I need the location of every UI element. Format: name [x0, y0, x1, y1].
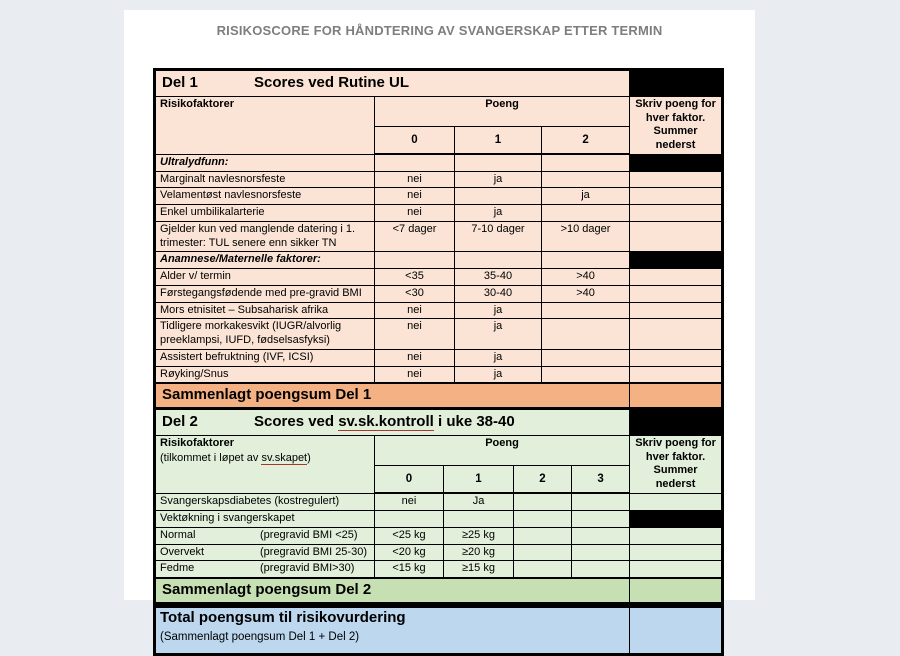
del1-title-row	[155, 70, 723, 97]
score-entry-cell	[630, 319, 723, 350]
point-cell	[542, 171, 630, 188]
del1-sum-label: Sammenlagt poengsum Del 1	[155, 383, 630, 408]
del2-title-text: Scores ved sv.sk.kontroll i uke 38-40	[254, 413, 515, 430]
factor-row	[155, 561, 723, 578]
del2-poeng-header: Poeng	[375, 435, 630, 466]
point-cell: 35-40	[455, 269, 542, 286]
del1-sum-row	[155, 383, 723, 408]
spellcheck-underline: sv.skapet	[261, 451, 308, 464]
factor-label: Førstegangsfødende med pre-gravid BMI	[155, 285, 375, 302]
del1-title-text: Scores ved Rutine UL	[254, 74, 410, 91]
spellcheck-underline: sv.sk.kontroll	[338, 413, 434, 430]
del2-col-3: 3	[572, 466, 630, 493]
factor-label: Mors etnisitet – Subsaharisk afrika	[155, 302, 375, 319]
document-page	[124, 10, 755, 643]
point-cell	[514, 493, 572, 510]
section-row-vektokning	[155, 511, 723, 528]
point-cell	[514, 544, 572, 561]
section-label: Ultralydfunn:	[155, 154, 375, 171]
point-cell: <30	[375, 285, 455, 302]
blocked-score-cell	[630, 511, 723, 528]
point-cell: nei	[375, 349, 455, 366]
section-label: Vektøkning i svangerskapet	[155, 511, 375, 528]
section-label: Anamnese/Maternelle faktorer:	[155, 252, 375, 269]
point-cell: Ja	[444, 493, 514, 510]
del1-col-1: 1	[455, 127, 542, 154]
factor-row	[155, 221, 723, 252]
point-cell: nei	[375, 493, 444, 510]
point-cell: ja	[542, 188, 630, 205]
point-cell	[542, 302, 630, 319]
del2-risikofaktorer-header	[155, 435, 375, 493]
del1-title-cell	[155, 70, 630, 97]
factor-row	[155, 302, 723, 319]
factor-row	[155, 269, 723, 286]
del1-score-note: Skriv poeng for hver faktor. Summer nederst	[630, 96, 723, 154]
del1-sum-score-cell	[630, 383, 723, 408]
score-entry-cell	[630, 527, 723, 544]
document-title: RISIKOSCORE FOR HÅNDTERING AV SVANGERSKAP ETTER TERMIN	[216, 23, 663, 38]
del1-poeng-header: Poeng	[375, 96, 630, 127]
factor-row	[155, 493, 723, 510]
total-title: Total poengsum til risikovurdering	[160, 608, 406, 626]
point-cell	[542, 205, 630, 222]
point-cell: nei	[375, 366, 455, 383]
point-cell: <7 dager	[375, 221, 455, 252]
del1-risikofaktorer-header: Risikofaktorer	[155, 96, 375, 154]
point-cell: nei	[375, 319, 455, 350]
factor-row	[155, 205, 723, 222]
point-cell: >40	[542, 269, 630, 286]
point-cell: nei	[375, 188, 455, 205]
factor-row	[155, 527, 723, 544]
point-cell: ja	[455, 366, 542, 383]
total-row	[155, 606, 723, 654]
del1-header-row	[155, 96, 723, 127]
factor-label: Velamentøst navlesnorsfeste	[155, 188, 375, 205]
point-cell	[572, 561, 630, 578]
del2-label: Del 2	[162, 413, 198, 430]
total-subtitle: (Sammenlagt poengsum Del 1 + Del 2)	[160, 630, 360, 643]
score-entry-cell	[630, 221, 723, 252]
point-cell: ja	[455, 319, 542, 350]
factor-label: Marginalt navlesnorsfeste	[155, 171, 375, 188]
factor-row	[155, 349, 723, 366]
factor-row	[155, 171, 723, 188]
score-entry-cell	[630, 349, 723, 366]
del2-score-note: Skriv poeng for hver faktor. Summer nederst	[630, 435, 723, 493]
risk-score-table	[153, 68, 721, 656]
factor-row	[155, 285, 723, 302]
point-cell: <35	[375, 269, 455, 286]
factor-label: Svangerskapsdiabetes (kostregulert)	[155, 493, 375, 510]
section-row-anamnese	[155, 252, 723, 269]
total-score-cell	[630, 606, 723, 654]
point-cell	[514, 527, 572, 544]
point-cell: ja	[455, 205, 542, 222]
del2-risikofaktorer-label: Risikofaktorer	[160, 436, 234, 449]
point-cell: <20 kg	[375, 544, 444, 561]
point-cell: ja	[455, 171, 542, 188]
point-cell	[572, 527, 630, 544]
point-cell	[572, 544, 630, 561]
del1-label: Del 1	[162, 74, 198, 91]
point-cell: ja	[455, 302, 542, 319]
del2-col-2: 2	[514, 466, 572, 493]
score-entry-cell	[630, 188, 723, 205]
del2-title-cell	[155, 409, 630, 436]
score-entry-cell	[630, 366, 723, 383]
del2-sum-row	[155, 578, 723, 603]
total-table	[153, 605, 724, 656]
del2-sum-label: Sammenlagt poengsum Del 2	[155, 578, 630, 603]
point-cell: >10 dager	[542, 221, 630, 252]
del1-col-2: 2	[542, 127, 630, 154]
factor-row	[155, 188, 723, 205]
factor-row	[155, 366, 723, 383]
del2-col-0: 0	[375, 466, 444, 493]
factor-label: Røyking/Snus	[155, 366, 375, 383]
point-cell: 7-10 dager	[455, 221, 542, 252]
point-cell	[572, 493, 630, 510]
factor-row	[155, 319, 723, 350]
point-cell: ≥25 kg	[444, 527, 514, 544]
point-cell: nei	[375, 302, 455, 319]
score-entry-cell	[630, 205, 723, 222]
score-entry-cell	[630, 493, 723, 510]
point-cell	[455, 188, 542, 205]
point-cell: nei	[375, 205, 455, 222]
score-entry-cell	[630, 171, 723, 188]
score-entry-cell	[630, 285, 723, 302]
del2-header-row	[155, 435, 723, 466]
del1-title-score-cell	[630, 70, 723, 97]
factor-label: Tidligere morkakesvikt (IUGR/alvorlig preeklampsi, IUFD, fødselsasfyksi)	[155, 319, 375, 350]
point-cell	[514, 561, 572, 578]
section-row-ultralydfunn	[155, 154, 723, 171]
del2-risikofaktorer-sub: (tilkommet i løpet av sv.skapet)	[160, 451, 311, 464]
point-cell	[542, 349, 630, 366]
del2-sum-score-cell	[630, 578, 723, 603]
score-entry-cell	[630, 302, 723, 319]
del2-title-score-cell	[630, 409, 723, 436]
factor-label: Normal (pregravid BMI <25)	[155, 527, 375, 544]
total-label-cell	[155, 606, 630, 654]
del1-table	[153, 68, 724, 410]
point-cell	[542, 366, 630, 383]
factor-label: Enkel umbilikalarterie	[155, 205, 375, 222]
blocked-score-cell	[630, 252, 723, 269]
point-cell: ja	[455, 349, 542, 366]
score-entry-cell	[630, 561, 723, 578]
point-cell: ≥20 kg	[444, 544, 514, 561]
point-cell: nei	[375, 171, 455, 188]
score-entry-cell	[630, 544, 723, 561]
del2-col-1: 1	[444, 466, 514, 493]
del2-table	[153, 407, 724, 605]
score-entry-cell	[630, 269, 723, 286]
factor-label: Overvekt (pregravid BMI 25-30)	[155, 544, 375, 561]
point-cell: ≥15 kg	[444, 561, 514, 578]
factor-label: Assistert befruktning (IVF, ICSI)	[155, 349, 375, 366]
factor-label: Fedme (pregravid BMI>30)	[155, 561, 375, 578]
factor-label: Alder v/ termin	[155, 269, 375, 286]
factor-label: Gjelder kun ved manglende datering i 1. trimester: TUL senere enn sikker TN	[155, 221, 375, 252]
point-cell: <15 kg	[375, 561, 444, 578]
del2-title-row	[155, 409, 723, 436]
point-cell	[542, 319, 630, 350]
del1-col-0: 0	[375, 127, 455, 154]
factor-row	[155, 544, 723, 561]
blocked-score-cell	[630, 154, 723, 171]
point-cell: <25 kg	[375, 527, 444, 544]
point-cell: 30-40	[455, 285, 542, 302]
point-cell: >40	[542, 285, 630, 302]
